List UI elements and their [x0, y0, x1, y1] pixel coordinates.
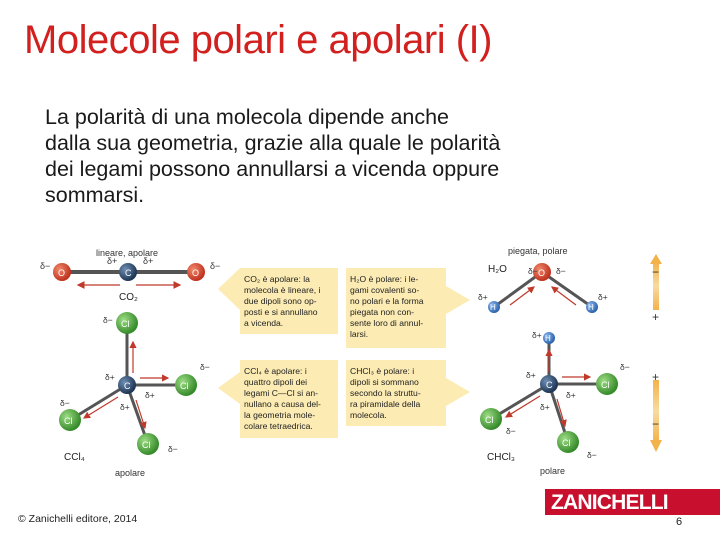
partial-charge: δ+: [478, 292, 488, 302]
info-line: quattro dipoli dei: [244, 377, 308, 387]
atom-label: Cl: [485, 415, 494, 425]
partial-charge: δ+: [598, 292, 608, 302]
info-line: a vicenda.: [244, 318, 284, 328]
partial-charge: δ−: [60, 398, 70, 408]
atom-label: Cl: [601, 380, 610, 390]
publisher-logo: [545, 489, 720, 515]
page-number: 6: [676, 516, 683, 528]
info-line: secondo la struttu-: [350, 388, 421, 398]
info-line: piegata non con-: [350, 307, 415, 317]
info-line: posti e si annullano: [244, 307, 318, 317]
atom-label: C: [125, 268, 132, 278]
partial-charge: δ−: [210, 261, 221, 271]
dipole-arrow: [510, 287, 534, 305]
ccl4-molecule: [59, 312, 210, 478]
co2-top-label: lineare, apolare: [96, 248, 159, 258]
atom-label: Cl: [121, 319, 130, 329]
partial-charge: δ+: [107, 256, 118, 266]
ccl4-formula: CCl₄: [64, 452, 85, 463]
chcl3-formula: CHCl₃: [487, 452, 515, 463]
chcl3-molecule: [480, 330, 630, 476]
info-box-ccl4: [218, 360, 338, 438]
atom-label: Cl: [180, 381, 189, 391]
atom-label: H: [588, 303, 594, 312]
atom-label: Cl: [142, 440, 151, 450]
partial-charge: δ−: [200, 362, 210, 372]
partial-charge: δ−: [40, 261, 51, 271]
info-box-co2: [218, 268, 338, 334]
info-line: CO₂ è apolare: la: [244, 274, 310, 284]
polarity-scale-upper: [650, 254, 662, 324]
dipole-arrow: [552, 287, 576, 305]
info-line: CCl₄ è apolare: i: [244, 366, 307, 376]
info-line: sente loro di annul-: [350, 318, 424, 328]
partial-charge: δ+: [105, 372, 115, 382]
partial-charge: δ+: [145, 390, 155, 400]
partial-charge: δ−: [103, 315, 113, 325]
polarity-bar: [653, 380, 659, 442]
atom-label: H: [490, 303, 496, 312]
co2-molecule: [40, 248, 220, 303]
partial-charge: δ−: [528, 266, 538, 276]
chcl3-bottom-label: polare: [540, 466, 566, 476]
atom-label: O: [192, 268, 200, 278]
body-line: La polarità di una molecola dipende anche: [45, 105, 450, 129]
body-line: dei legami possono annullarsi a vicenda oppure: [45, 157, 500, 181]
ccl4-bottom-label: apolare: [115, 468, 146, 478]
info-line: molecola è lineare, i: [244, 285, 321, 295]
partial-charge: δ+: [566, 390, 576, 400]
partial-charge: δ−: [168, 444, 178, 454]
atom-label: O: [58, 268, 66, 278]
atom-label: C: [124, 381, 131, 391]
info-line: gami covalenti so-: [350, 285, 420, 295]
info-box-chcl3: [346, 360, 470, 426]
atom-label: C: [546, 380, 553, 390]
partial-charge: δ+: [526, 370, 536, 380]
partial-charge: δ−: [506, 426, 516, 436]
polarity-scale-lower: [650, 370, 662, 452]
minus-sign: −: [652, 265, 660, 279]
partial-charge: δ+: [120, 402, 130, 412]
info-line: due dipoli sono op-: [244, 296, 317, 306]
info-line: colare tetraedrica.: [244, 421, 313, 431]
info-line: la geometria mole-: [244, 410, 316, 420]
partial-charge: δ−: [587, 450, 597, 460]
partial-charge: δ+: [143, 256, 154, 266]
info-box-h2o: [346, 268, 470, 348]
partial-charge: δ+: [532, 330, 542, 340]
minus-sign: −: [652, 417, 660, 431]
bond: [542, 272, 592, 307]
slide-title: Molecole polari e apolari (I): [24, 18, 492, 62]
co2-formula: CO₂: [119, 292, 138, 303]
info-line: legami C—Cl si an-: [244, 388, 319, 398]
partial-charge: δ+: [540, 402, 550, 412]
partial-charge: δ−: [556, 266, 566, 276]
atom-label: H: [545, 334, 551, 343]
atom-label: Cl: [64, 416, 73, 426]
info-line: dipoli si sommano: [350, 377, 419, 387]
info-line: no polari e la forma: [350, 296, 424, 306]
info-line: larsi.: [350, 329, 369, 339]
info-line: molecola.: [350, 410, 387, 420]
h2o-molecule: [478, 246, 608, 313]
plus-sign: +: [652, 370, 660, 384]
h2o-formula: H₂O: [488, 264, 507, 275]
info-line: nullano a causa del-: [244, 399, 321, 409]
atom-label: O: [538, 268, 546, 278]
plus-sign: +: [652, 310, 660, 324]
logo-text: ZANICHELLI: [551, 491, 668, 514]
partial-charge: δ−: [620, 362, 630, 372]
body-line: sommarsi.: [45, 183, 145, 207]
info-line: ra piramidale della: [350, 399, 421, 409]
info-line: H₂O è polare: i le-: [350, 274, 419, 284]
info-line: CHCl₃ è polare: i: [350, 366, 415, 376]
body-line: dalla sua geometria, grazie alla quale le polarità: [45, 131, 501, 155]
copyright-notice: © Zanichelli editore, 2014: [18, 513, 138, 525]
atom-label: Cl: [562, 438, 571, 448]
h2o-top-label: piegata, polare: [508, 246, 568, 256]
